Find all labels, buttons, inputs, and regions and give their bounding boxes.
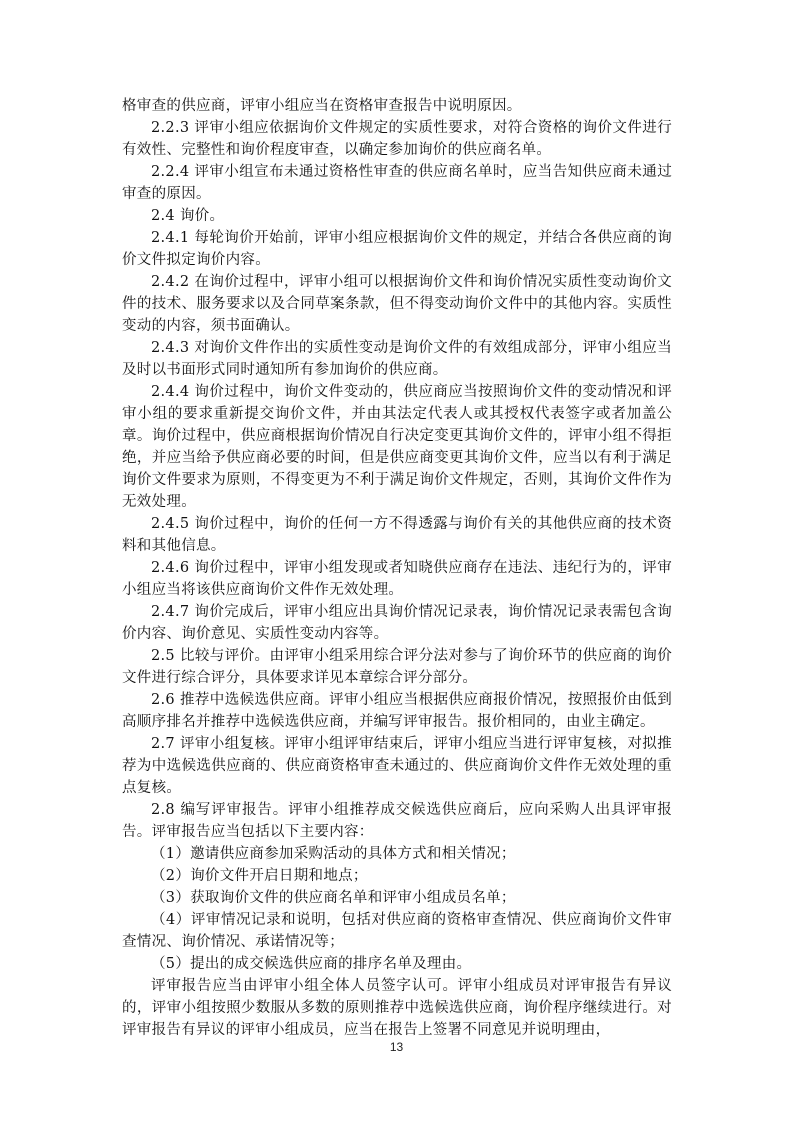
paragraph: 2.4.1 每轮询价开始前，评审小组应根据询价文件的规定，并结合各供应商的询价文件拟定询价内容。 [122,230,672,268]
paragraph: 2.4.4 询价过程中，询价文件变动的，供应商应当按照询价文件的变动情况和评审小组的要求重新提交询价文件，并由其法定代表人或其授权代表签字或者加盖公章。询价过程中，供应商根据询价情况自行决定变更其询价文件的，评审小组不得拒绝，并应当给予供应商必要的时间，但是供应商变更其询价文件，应当以有利于满足询价文件要求为原则，不得变更为不利于满足询价文件规定，否则，其询价文件作为无效处理。 [122,384,672,510]
paragraph: 2.4.5 询价过程中，询价的任何一方不得透露与询价有关的其他供应商的技术资料和其他信息。 [122,516,672,554]
paragraph: 2.4.2 在询价过程中，评审小组可以根据询价文件和询价情况实质性变动询价文件的技术、服务要求以及合同草案条款，但不得变动询价文件中的其他内容。实质性变动的内容，须书面确认。 [122,274,672,334]
page-number: 13 [389,1040,404,1054]
paragraph: （3）获取询价文件的供应商名单和评审小组成员名单； [151,890,516,906]
paragraph: 2.2.4 评审小组宣布未通过资格性审查的供应商名单时，应当告知供应商未通过审查的原因。 [122,164,672,202]
paragraph: 2.4.7 询价完成后，评审小组应出具询价情况记录表，询价情况记录表需包含询价内容、询价意见、实质性变动内容等。 [122,604,672,642]
paragraph: 2.6 推荐中选候选供应商。评审小组应当根据供应商报价情况，按照报价由低到高顺序排名并推荐中选候选供应商，并编写评审报告。报价相同的，由业主确定。 [122,692,672,730]
paragraph: 2.4.6 询价过程中，评审小组发现或者知晓供应商存在违法、违纪行为的，评审小组应当将该供应商询价文件作无效处理。 [122,560,672,598]
paragraph: 2.5 比较与评价。由评审小组采用综合评分法对参与了询价环节的供应商的询价文件进行综合评分，具体要求详见本章综合评分部分。 [122,648,672,686]
paragraph: 2.8 编写评审报告。评审小组推荐成交候选供应商后，应向采购人出具评审报告。评审报告应当包括以下主要内容： [122,802,672,840]
paragraph: （2）询价文件开启日期和地点； [151,868,368,884]
paragraph: （1）邀请供应商参加采购活动的具体方式和相关情况； [151,846,516,862]
paragraph: 2.4 询价。 [151,208,225,224]
paragraph: 2.7 评审小组复核。评审小组评审结束后，评审小组应当进行评审复核，对拟推荐为中选候选供应商的、供应商资格审查未通过的、供应商询价文件作无效处理的重点复核。 [122,736,672,796]
document-body [122,95,672,1041]
paragraph: 评审报告应当由评审小组全体人员签字认可。评审小组成员对评审报告有异议的，评审小组按照少数服从多数的原则推荐中选候选供应商，询价程序继续进行。对评审报告有异议的评审小组成员，应当在报告上签署不同意见并说明理由， [122,978,672,1038]
paragraph: 2.4.3 对询价文件作出的实质性变动是询价文件的有效组成部分，评审小组应当及时以书面形式同时通知所有参加询价的供应商。 [122,340,672,378]
paragraph: 2.2.3 评审小组应依据询价文件规定的实质性要求，对符合资格的询价文件进行有效性、完整性和询价程度审查，以确定参加询价的供应商名单。 [122,120,672,158]
paragraph: （4）评审情况记录和说明，包括对供应商的资格审查情况、供应商询价文件审查情况、询价情况、承诺情况等； [122,912,672,950]
paragraph: 格审查的供应商，评审小组应当在资格审查报告中说明原因。 [122,98,522,114]
paragraph: （5）提出的成交候选供应商的排序名单及理由。 [151,956,472,972]
